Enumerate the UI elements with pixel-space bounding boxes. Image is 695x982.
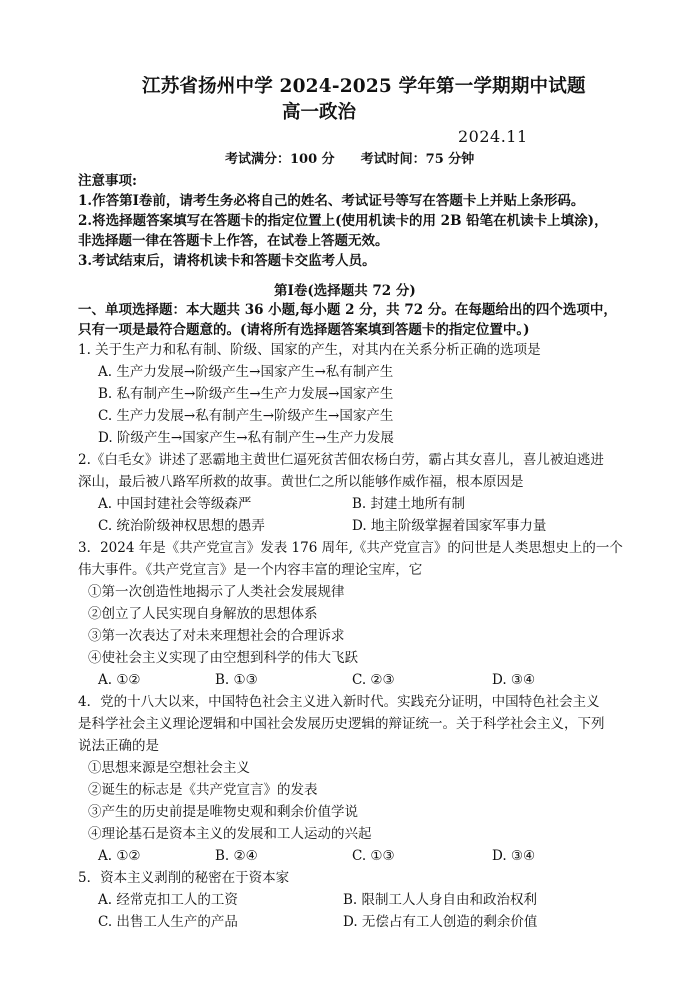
exam-title: 江苏省扬州中学 2024-2025 学年第一学期期中试题	[142, 76, 586, 97]
q4-option-b: B. ②④	[215, 848, 258, 864]
q4-option-d: D. ③④	[492, 848, 536, 864]
notice-item-2: 2.将选择题答案填写在答题卡的指定位置上(使用机读卡的用 2B 铅笔在机读卡上填涂)，	[78, 213, 608, 229]
q5-option-a: A. 经常克扣工人的工资	[98, 892, 238, 908]
q3-option-b: B. ①③	[215, 672, 258, 688]
q2-option-b: B. 封建土地所有制	[352, 496, 466, 512]
q2-option-a: A. 中国封建社会等级森严	[98, 496, 252, 512]
q4-option-a: A. ①②	[98, 848, 141, 864]
q4-stem-3: 说法正确的是	[78, 738, 159, 754]
q3-statement-4: ④使社会主义实现了由空想到科学的伟大飞跃	[88, 650, 358, 666]
section-instruction-2: 只有一项是最符合题意的。(请将所有选择题答案填到答题卡的指定位置中。)	[78, 322, 530, 338]
q4-statement-3: ③产生的历史前提是唯物史观和剩余价值学说	[88, 804, 358, 820]
q5-stem: 5．资本主义剥削的秘密在于资本家	[78, 870, 290, 886]
q4-stem-1: 4．党的十八大以来，中国特色社会主义进入新时代。实践充分证明，中国特色社会主义	[78, 694, 600, 710]
q3-option-c: C. ②③	[352, 672, 395, 688]
q3-option-d: D. ③④	[492, 672, 536, 688]
q2-stem-2: 深山，最后被八路军所救的故事。黄世仁之所以能够作威作福，根本原因是	[78, 474, 524, 490]
q3-statement-2: ②创立了人民实现自身解放的思想体系	[88, 606, 318, 622]
q1-option-a: A. 生产力发展→阶级产生→国家产生→私有制产生	[98, 364, 394, 380]
q5-option-c: C. 出售工人生产的产品	[98, 914, 238, 930]
q2-option-c: C. 统治阶级神权思想的愚弄	[98, 518, 265, 534]
q3-statement-1: ①第一次创造性地揭示了人类社会发展规律	[88, 584, 345, 600]
notice-item-1: 1.作答第Ⅰ卷前，请考生务必将自己的姓名、考试证号等写在答题卡上并贴上条形码。	[78, 193, 585, 209]
q4-option-c: C. ①③	[352, 848, 395, 864]
notice-heading: 注意事项:	[78, 173, 137, 189]
q3-statement-3: ③第一次表达了对未来理想社会的合理诉求	[88, 628, 345, 644]
q3-option-a: A. ①②	[98, 672, 141, 688]
section-instruction-1: 一、单项选择题：本大题共 36 小题,每小题 2 分，共 72 分。在每题给出的四个选项中，	[78, 302, 617, 318]
q3-stem-2: 伟大事件。《共产党宣言》是一个内容丰富的理论宝库，它	[78, 562, 423, 578]
notice-item-3: 3.考试结束后，请将机读卡和答题卡交监考人员。	[78, 253, 376, 269]
q4-statement-2: ②诞生的标志是《共产党宣言》的发表	[88, 782, 318, 798]
q2-stem-1: 2.《白毛女》讲述了恶霸地主黄世仁逼死贫苦佃农杨白劳，霸占其女喜儿，喜儿被迫逃进	[78, 452, 604, 468]
q1-stem: 1. 关于生产力和私有制、阶级、国家的产生，对其内在关系分析正确的选项是	[78, 342, 541, 358]
q1-option-c: C. 生产力发展→私有制产生→阶级产生→国家产生	[98, 408, 394, 424]
q1-option-b: B. 私有制产生→阶级产生→生产力发展→国家产生	[98, 386, 394, 402]
exam-info: 考试满分：100 分 考试时间：75 分钟	[225, 152, 475, 167]
section-title: 第Ⅰ卷(选择题共 72 分)	[274, 283, 416, 299]
q1-option-d: D. 阶级产生→国家产生→私有制产生→生产力发展	[98, 430, 394, 446]
q4-statement-4: ④理论基石是资本主义的发展和工人运动的兴起	[88, 826, 372, 842]
notice-item-2-cont: 非选择题一律在答题卡上作答，在试卷上答题无效。	[78, 233, 389, 249]
q2-option-d: D. 地主阶级掌握着国家军事力量	[352, 518, 547, 534]
q5-option-b: B. 限制工人人身自由和政治权利	[343, 892, 538, 908]
q4-stem-2: 是科学社会主义理论逻辑和中国社会发展历史逻辑的辩证统一。关于科学社会主义，下列	[78, 716, 605, 732]
q3-stem-1: 3．2024 年是《共产党宣言》发表 176 周年,《共产党宣言》的问世是人类思想史上的一个	[78, 540, 623, 556]
exam-subject: 高一政治	[282, 102, 357, 123]
exam-date: 2024.11	[458, 127, 528, 146]
q4-statement-1: ①思想来源是空想社会主义	[88, 760, 250, 776]
q5-option-d: D. 无偿占有工人创造的剩余价值	[343, 914, 538, 930]
